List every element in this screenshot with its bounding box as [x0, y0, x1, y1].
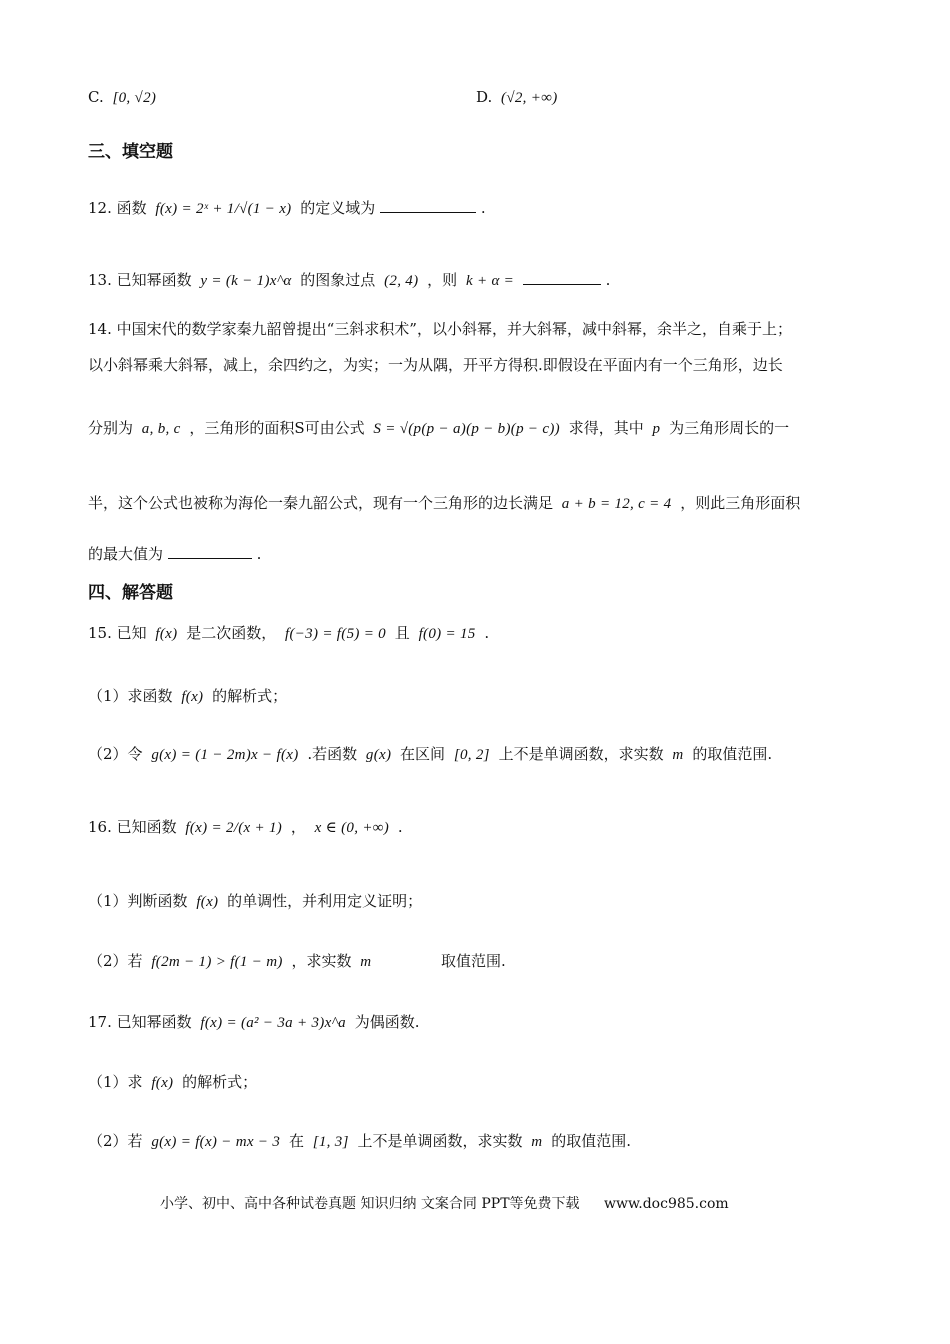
- q15-p2-d: 上不是单调函数，求实数: [498, 745, 664, 763]
- q15-part1: [88, 685, 287, 706]
- q13-point: (2, 4): [384, 273, 419, 289]
- option-c-value: [0, √2): [112, 90, 157, 106]
- q15-p2-formula: g(x) = (1 − 2m)x − f(x): [151, 747, 299, 763]
- q14-line2: 以小斜幂乘大斜幂，减上，余四约之，为实；一为从隅，开平方得积.即假设在平面内有一个三角形，边长: [88, 356, 783, 374]
- q16-domain: x ∈ (0, +∞): [314, 820, 390, 836]
- q13-number: 13. 已知幂函数: [88, 271, 192, 289]
- q14-answer-blank[interactable]: [168, 544, 252, 559]
- q12-number: 12. 函数: [88, 199, 147, 217]
- q13-text2: ，则: [427, 271, 458, 289]
- q17-p2-b: 在: [288, 1132, 304, 1150]
- q16-sep: ，: [290, 818, 306, 836]
- q15-part2: [88, 743, 772, 764]
- q15-cond1: f(−3) = f(5) = 0: [285, 626, 386, 642]
- q14-line5-text: 的最大值为: [88, 545, 164, 563]
- q14-sides: a, b, c: [141, 421, 181, 437]
- q16-p2-m: m: [360, 954, 372, 970]
- q15-cond2: f(0) = 15: [418, 626, 476, 642]
- page-footer: [160, 1193, 729, 1213]
- q17-p2-interval: [1, 3]: [312, 1134, 349, 1150]
- q12-text: 的定义域为: [300, 199, 376, 217]
- q17-p2-a: （2）若: [88, 1132, 143, 1150]
- q12-formula: f(x) = 2ˣ + 1/√(1 − x): [155, 201, 292, 217]
- q12-end: .: [480, 199, 486, 217]
- q15-p2-a: （2）令: [88, 745, 143, 763]
- option-d-value: (√2, +∞): [501, 90, 558, 106]
- question-12: [88, 197, 486, 218]
- q14-condition: a + b = 12, c = 4: [561, 496, 672, 512]
- q16-p1-b: 的单调性，并利用定义证明；: [227, 892, 423, 910]
- q15-p2-interval: [0, 2]: [453, 747, 490, 763]
- q17-part2: [88, 1130, 631, 1151]
- q14-line4-b: ，则此三角形面积: [680, 494, 801, 512]
- q14-line3-d: 为三角形周长的一: [669, 419, 790, 437]
- q16-formula: f(x) = 2/(x + 1): [185, 820, 283, 836]
- question-13: [88, 269, 610, 290]
- q16-p1-fx: f(x): [196, 894, 219, 910]
- section-answer-title: 四、解答题: [88, 583, 173, 603]
- q14-line3-c: 求得，其中: [568, 419, 644, 437]
- q13-end: .: [605, 271, 611, 289]
- q17-p2-c: 上不是单调函数，求实数: [357, 1132, 523, 1150]
- q14-line1: 14. 中国宋代的数学家秦九韶曾提出“三斜求积术”，以小斜幂，并大斜幂，减中斜幂，余半之，自乘于上；: [88, 320, 792, 338]
- q14-line3-b: ，三角形的面积S可由公式: [189, 419, 365, 437]
- q17-p2-d: 的取值范围.: [551, 1132, 631, 1150]
- q14-heron-formula: S = √(p(p − a)(p − b)(p − c)): [373, 421, 560, 437]
- footer-text: 小学、初中、高中各种试卷真题 知识归纳 文案合同 PPT等免费下载: [160, 1196, 580, 1212]
- q17-p2-m: m: [531, 1134, 543, 1150]
- q16-part2: [88, 950, 506, 971]
- q15-end: .: [484, 624, 490, 642]
- q17-part1: [88, 1071, 257, 1092]
- footer-url-link[interactable]: www.doc985.com: [603, 1196, 729, 1212]
- option-c: [88, 88, 160, 107]
- q17-p2-formula: g(x) = f(x) − mx − 3: [151, 1134, 281, 1150]
- q15-p1-b: 的解析式；: [212, 687, 288, 705]
- q15-number: 15. 已知: [88, 624, 147, 642]
- q15-text2: 且: [394, 624, 410, 642]
- q14-p: p: [652, 421, 661, 437]
- q15-p2-b: .若函数: [307, 745, 358, 763]
- option-d-label: D.: [476, 88, 493, 106]
- q17-formula: f(x) = (a² − 3a + 3)x^a: [200, 1015, 346, 1031]
- q14-line3-a: 分别为: [88, 419, 134, 437]
- q13-formula: y = (k − 1)x^α: [200, 273, 292, 289]
- q14-line5: [88, 543, 261, 564]
- option-c-label: C.: [88, 88, 104, 106]
- question-15: [88, 622, 489, 643]
- q16-end: .: [397, 818, 403, 836]
- q16-p2-c: 取值范围.: [440, 952, 506, 970]
- q15-p1-a: （1）求函数: [88, 687, 173, 705]
- q14-line4-a: 半，这个公式也被称为海伦一秦九韶公式，现有一个三角形的边长满足: [88, 494, 554, 512]
- q17-p1-a: （1）求: [88, 1073, 143, 1091]
- section-fill-in-title: 三、填空题: [88, 142, 173, 162]
- q16-p2-a: （2）若: [88, 952, 143, 970]
- option-d: [476, 88, 562, 107]
- q15-p2-m: m: [672, 747, 684, 763]
- q13-text1: 的图象过点: [300, 271, 376, 289]
- q14-line3: [88, 417, 789, 438]
- q17-text: 为偶函数.: [354, 1013, 420, 1031]
- q17-p1-b: 的解析式；: [182, 1073, 258, 1091]
- q13-formula2: k + α =: [465, 273, 515, 289]
- q15-p1-fx: f(x): [181, 689, 204, 705]
- question-17: [88, 1011, 420, 1032]
- q15-p2-gx: g(x): [365, 747, 392, 763]
- q15-p2-c: 在区间: [400, 745, 446, 763]
- q17-p1-fx: f(x): [151, 1075, 174, 1091]
- q13-answer-blank[interactable]: [523, 270, 601, 285]
- q16-p2-b: ，求实数: [291, 952, 352, 970]
- question-16: [88, 816, 403, 837]
- q17-number: 17. 已知幂函数: [88, 1013, 192, 1031]
- q16-p1-a: （1）判断函数: [88, 892, 188, 910]
- q14-line4: [88, 492, 800, 513]
- q15-p2-e: 的取值范围.: [692, 745, 773, 763]
- q12-answer-blank[interactable]: [380, 198, 476, 213]
- q16-number: 16. 已知函数: [88, 818, 177, 836]
- q16-p2-formula: f(2m − 1) > f(1 − m): [151, 954, 283, 970]
- q14-end: .: [256, 545, 262, 563]
- q15-text1: 是二次函数，: [186, 624, 277, 642]
- q16-part1: [88, 890, 422, 911]
- q15-fx: f(x): [155, 626, 178, 642]
